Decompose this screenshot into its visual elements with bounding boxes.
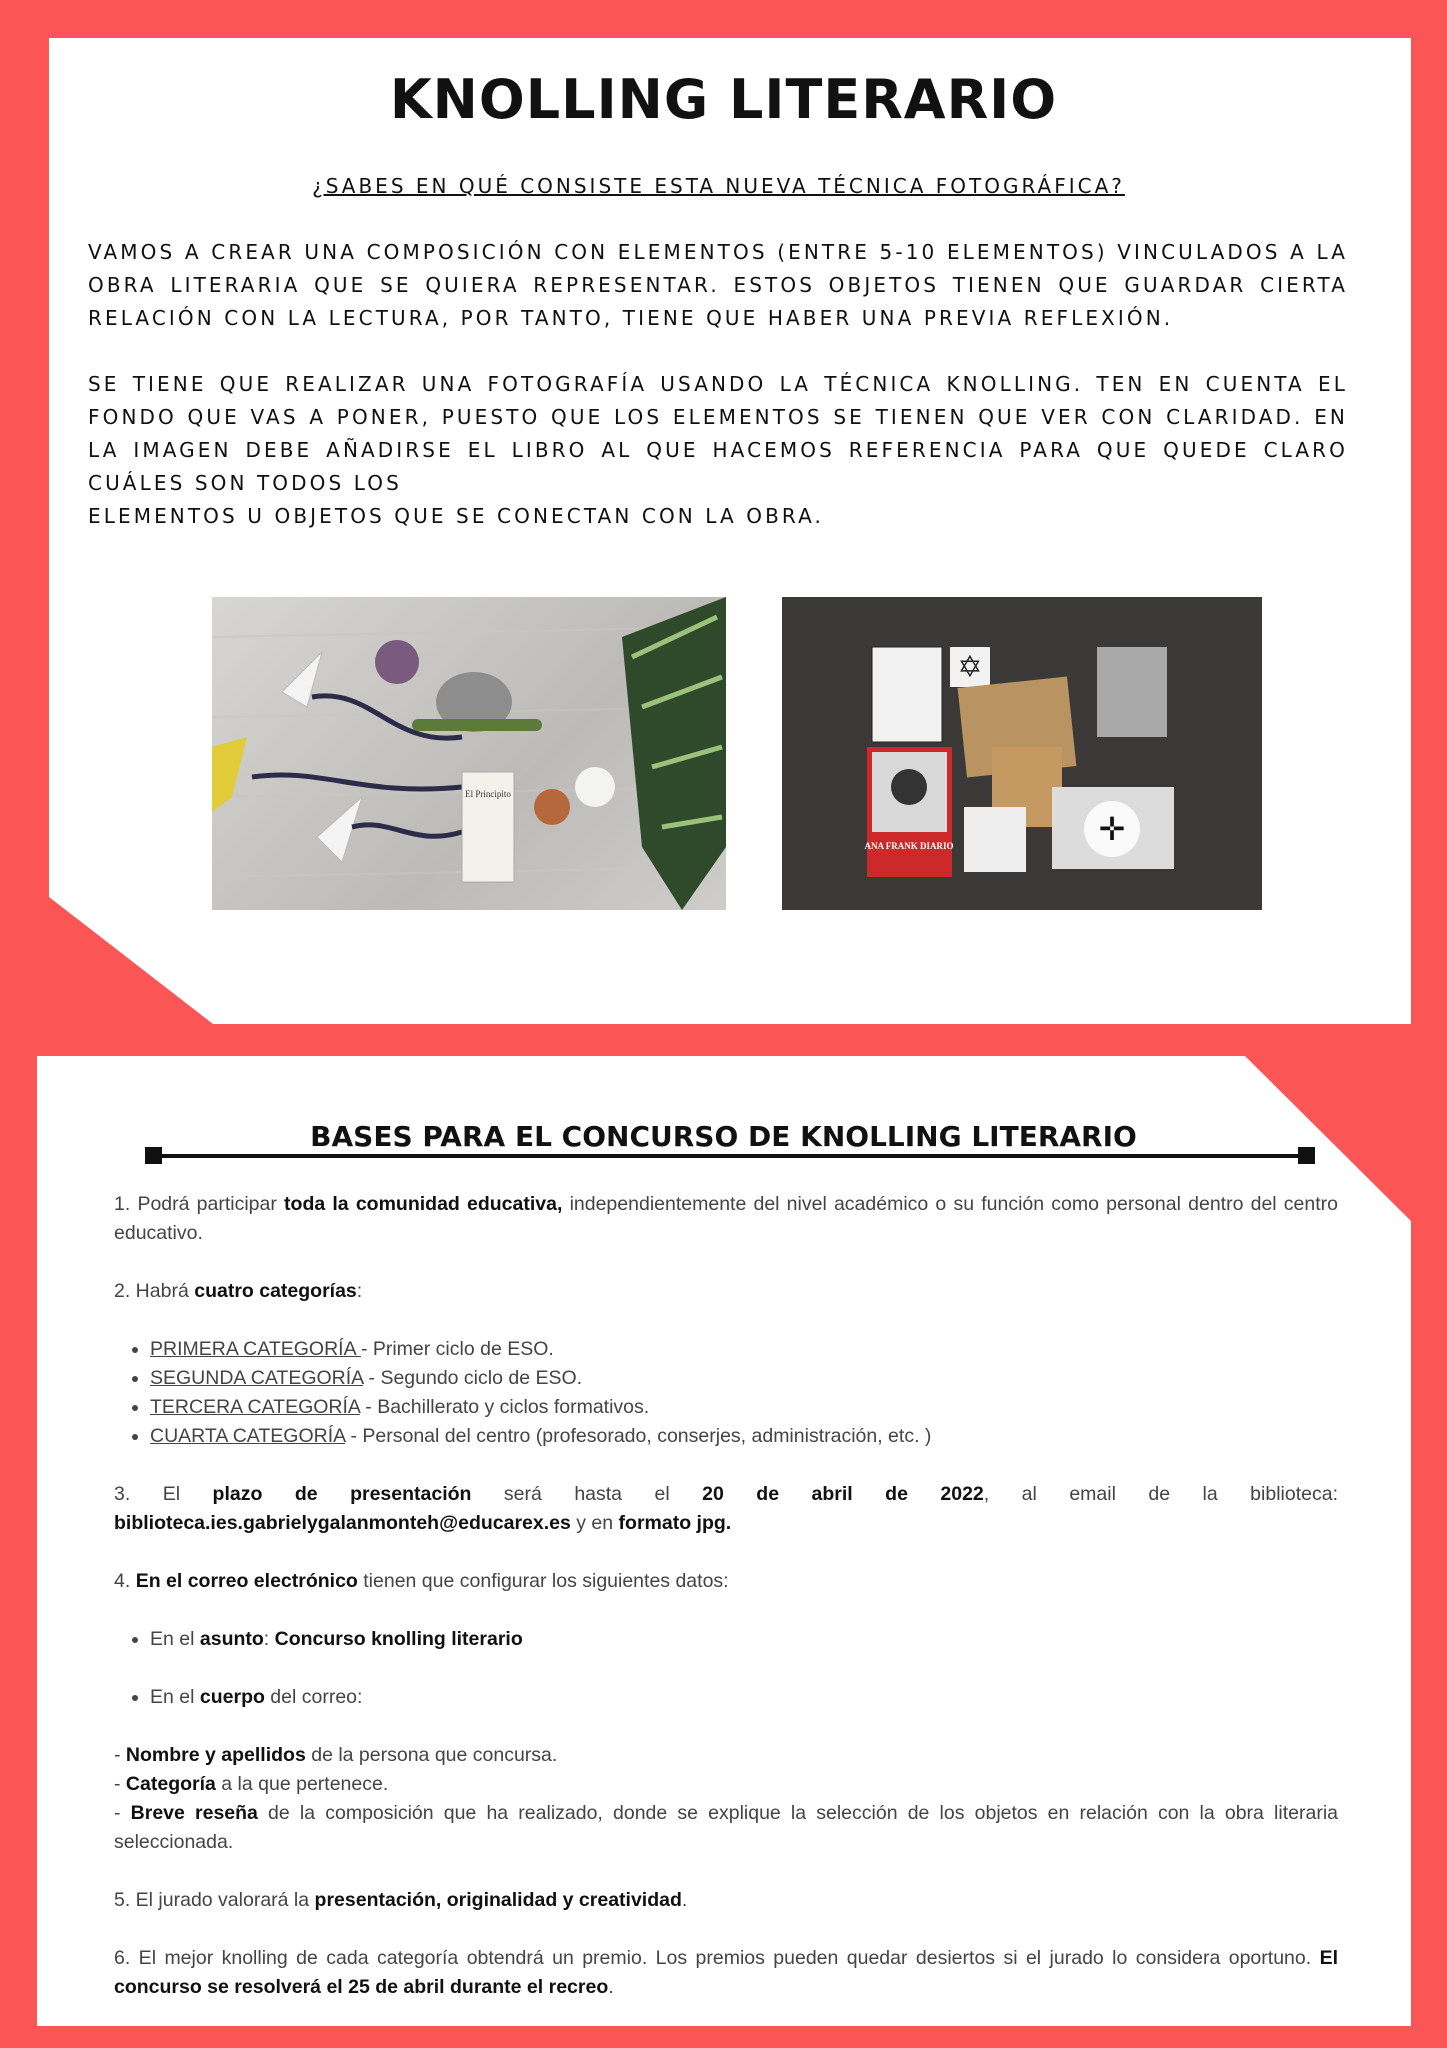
- rule-right-end: [1298, 1147, 1315, 1164]
- intro-paragraph-1: VAMOS A CREAR UNA COMPOSICIÓN CON ELEMENTOS (ENTRE 5-10 ELEMENTOS) VINCULADOS A LA OBRA LITERARIA QUE SE QUIERA REPRESENTAR. ESTOS OBJETOS TIENEN QUE GUARDAR CIERTA RELACIÓN CON LA LECTURA, POR TANTO, TIENE QUE HABER UNA PREVIA REFLEXIÓN.: [88, 240, 1348, 330]
- ana-frank-photo-art: [782, 597, 1262, 910]
- knolling-photo-principito: [212, 597, 726, 910]
- page-title: KNOLLING LITERARIO: [389, 68, 1058, 131]
- email-subject-list: [114, 1625, 1338, 1654]
- list-item: • TERCERA CATEGORÍA - Bachillerato y ciclos formativos.: [150, 1393, 1338, 1422]
- list-item: • En el cuerpo del correo:: [150, 1683, 1338, 1712]
- rule-5: 5. El jurado valorará la presentación, originalidad y creatividad.: [114, 1889, 688, 1911]
- principito-book-title: El Principito: [465, 789, 511, 799]
- intro-paragraph-2-end: ELEMENTOS U OBJETOS QUE SE CONECTAN CON LA OBRA.: [88, 504, 824, 528]
- list-item: • SEGUNDA CATEGORÍA - Segundo ciclo de ESO.: [150, 1364, 1338, 1393]
- bases-title: BASES PARA EL CONCURSO DE KNOLLING LITERARIO: [310, 1120, 1137, 1153]
- contest-rules: [114, 1190, 1338, 2031]
- svg-text:✛: ✛: [1098, 810, 1126, 848]
- rule-2: 2. Habrá cuatro categorías:: [114, 1280, 363, 1302]
- knolling-photo-ana-frank: [782, 597, 1262, 910]
- list-item: • CUARTA CATEGORÍA - Personal del centro (profesorado, conserjes, administración, etc. ): [150, 1422, 1338, 1451]
- data-item-review: - Breve reseña de la composición que ha realizado, donde se explique la selección de los objetos en relación con la obra literaria seleccionada.: [114, 1802, 1338, 1853]
- rule-3: 3. El plazo de presentación será hasta el 20 de abril de 2022, al email de la biblioteca: biblioteca.ies.gabrielygalanmonteh@educarex.es y en formato jpg.: [114, 1483, 1338, 1534]
- category-list: [114, 1335, 1338, 1451]
- svg-text:✡: ✡: [957, 650, 983, 685]
- rule-left-end: [145, 1147, 162, 1164]
- intro-paragraph-2: SE TIENE QUE REALIZAR UNA FOTOGRAFÍA USANDO LA TÉCNICA KNOLLING. TEN EN CUENTA EL FONDO QUE VAS A PONER, PUESTO QUE LOS ELEMENTOS SE TIENEN QUE VER CON CLARIDAD. EN LA IMAGEN DEBE AÑADIRSE EL LIBRO AL QUE HACEMOS REFERENCIA PARA QUE QUEDE CLARO CUÁLES SON TODOS LOS: [88, 372, 1348, 495]
- rule-1: 1. Podrá participar toda la comunidad educativa, independientemente del nivel académico o su función como personal dentro del centro educativo.: [114, 1193, 1338, 1244]
- title-rule: [153, 1154, 1306, 1158]
- page-subtitle: ¿SABES EN QUÉ CONSISTE ESTA NUEVA TÉCNICA FOTOGRÁFICA?: [312, 174, 1125, 198]
- principito-photo-art: [212, 597, 726, 910]
- data-item-name: - Nombre y apellidos de la persona que concursa.: [114, 1744, 558, 1766]
- email-body-list: [114, 1683, 1338, 1712]
- list-item: • En el asunto: Concurso knolling literario: [150, 1625, 1338, 1654]
- list-item: • PRIMERA CATEGORÍA - Primer ciclo de ESO.: [150, 1335, 1338, 1364]
- data-item-category: - Categoría a la que pertenece.: [114, 1773, 389, 1795]
- ana-frank-book-title: ANA FRANK DIARIO: [864, 841, 954, 851]
- rule-4: 4. En el correo electrónico tienen que configurar los siguientes datos:: [114, 1570, 729, 1592]
- library-email: biblioteca.ies.gabrielygalanmonteh@educarex.es: [114, 1512, 571, 1534]
- rule-6: 6. El mejor knolling de cada categoría obtendrá un premio. Los premios pueden quedar desiertos si el jurado lo considera oportuno. El concurso se resolverá el 25 de abril durante el recreo.: [114, 1947, 1338, 1998]
- intro-text: [88, 236, 1348, 533]
